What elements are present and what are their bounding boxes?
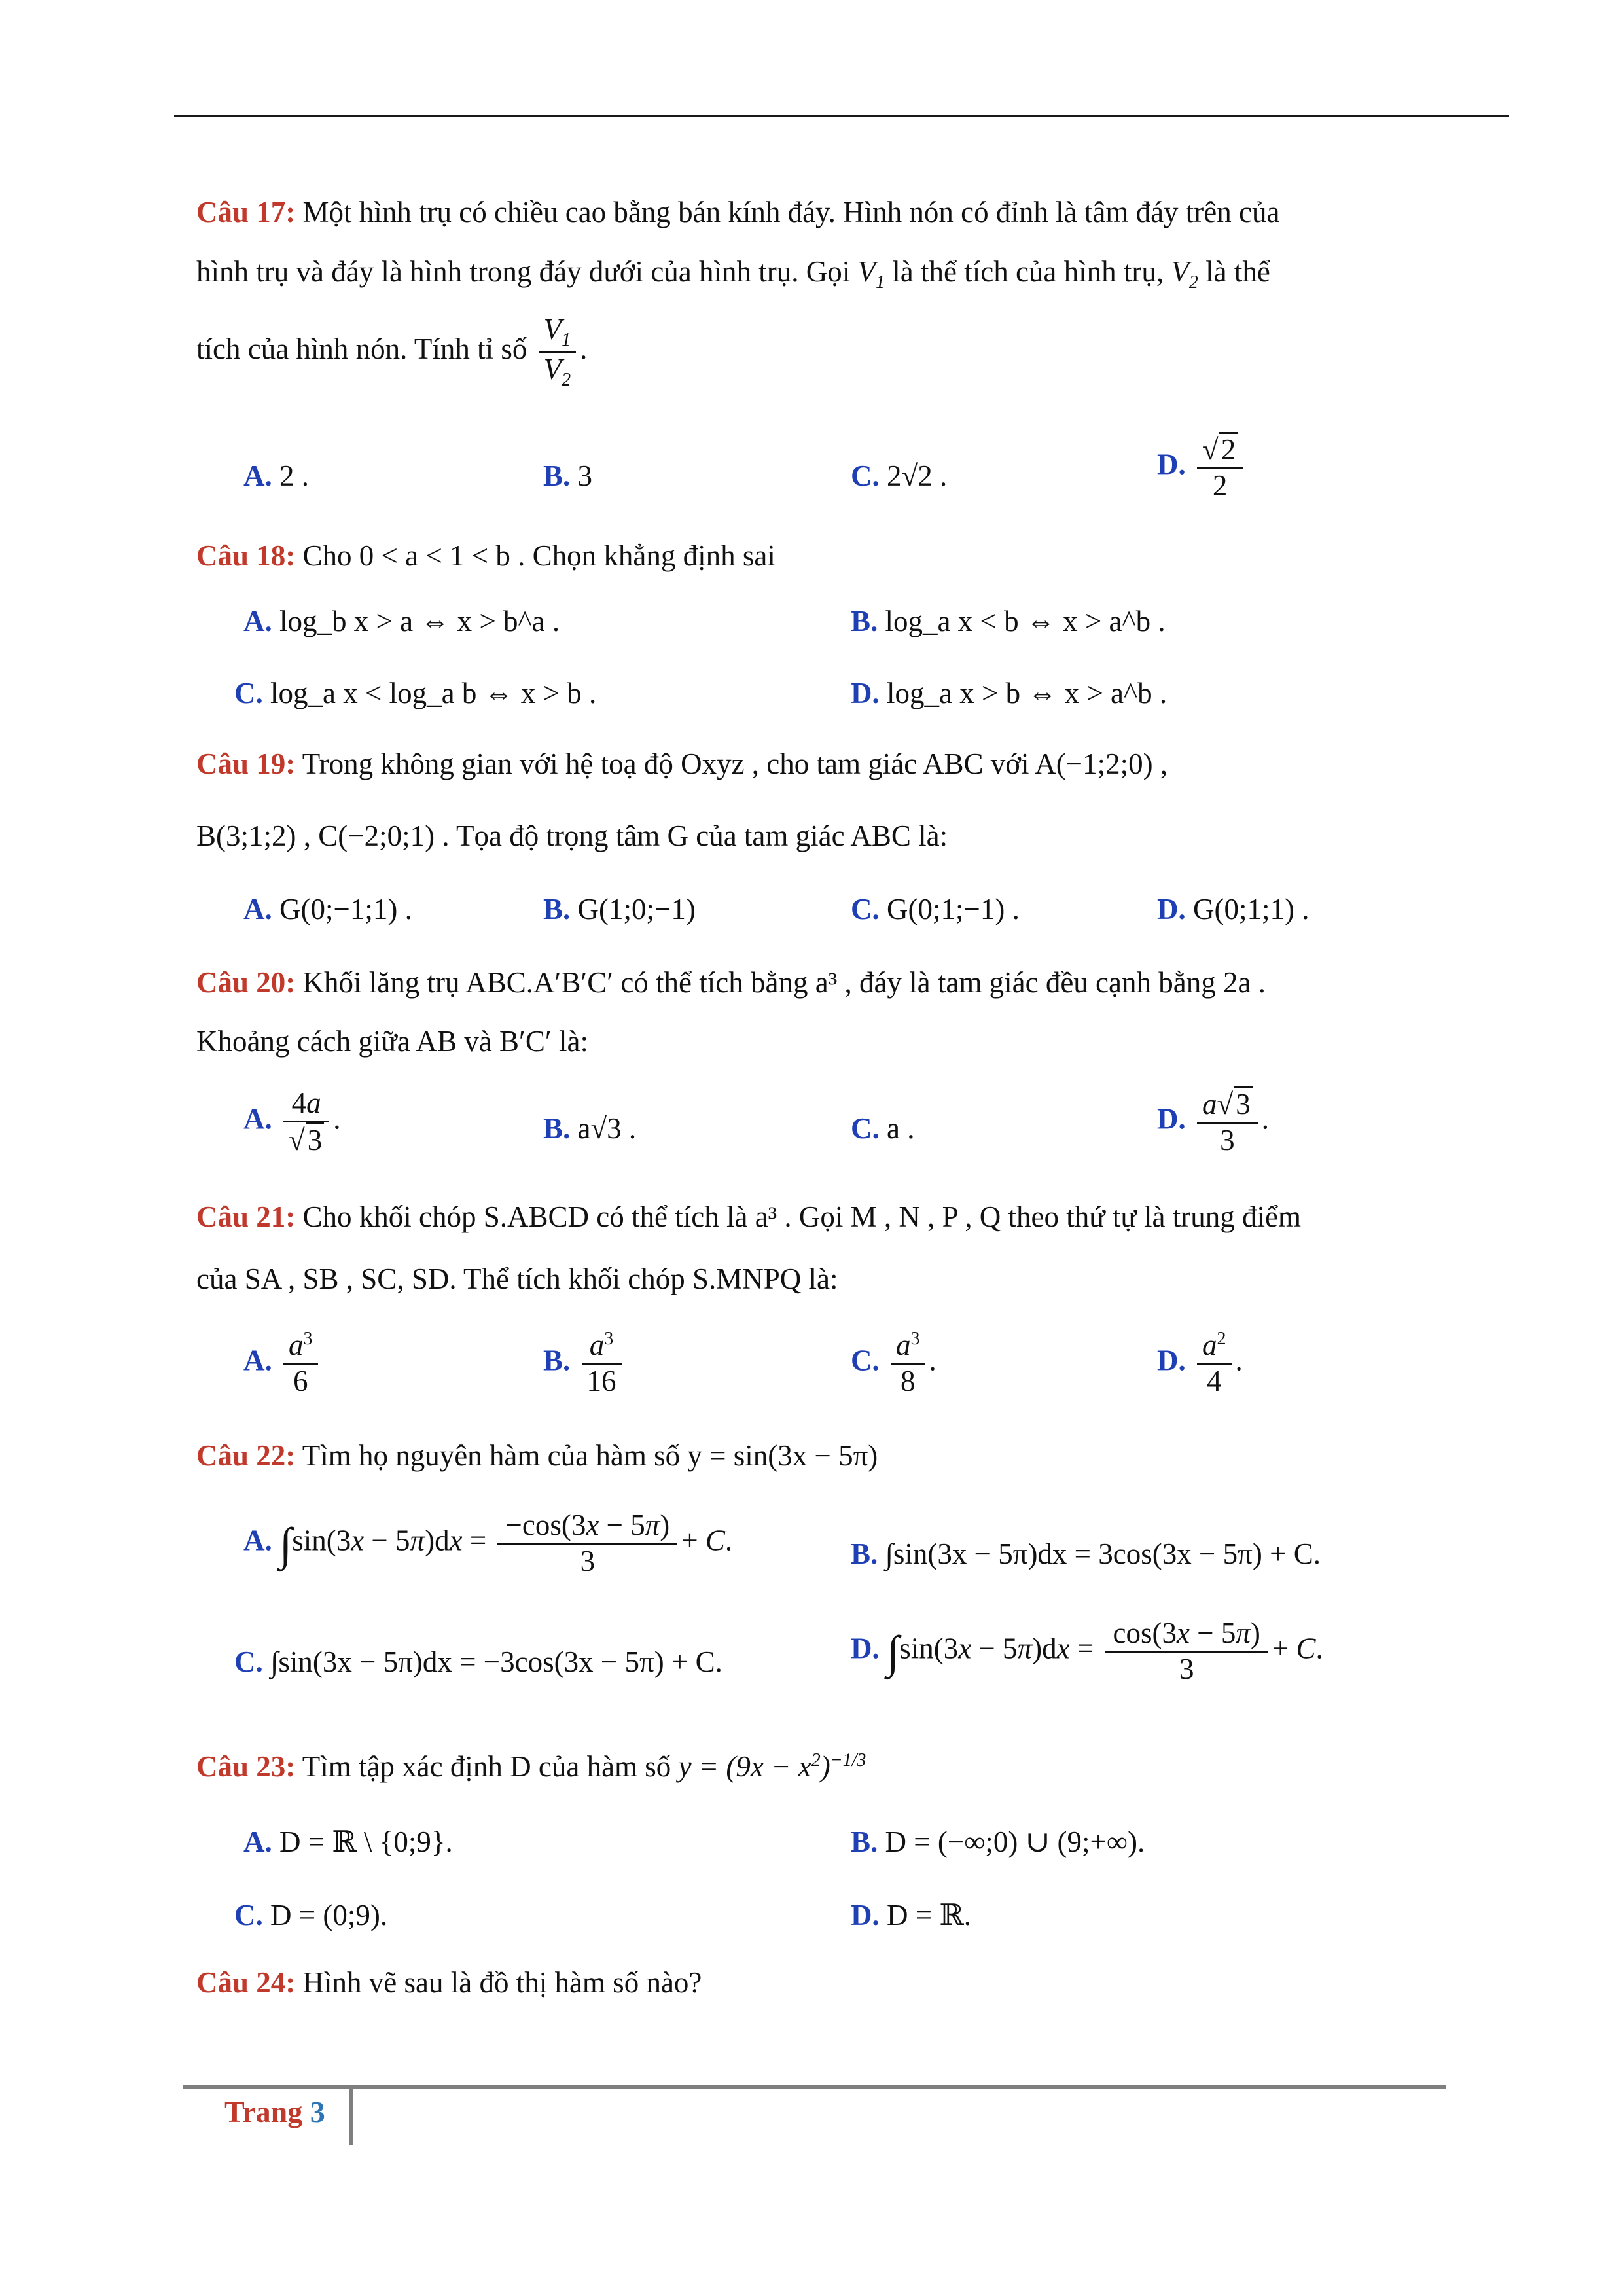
question-24-label: Câu 24: [196,1966,296,1999]
footer-rule [183,2085,1446,2089]
q21-option-b[interactable]: B. $\frac{a^3}{16}$ [543,1329,626,1399]
question-22-label: Câu 22: [196,1439,296,1472]
question-22-line [196,1437,1440,1475]
q20-option-c[interactable]: C. a . [851,1112,915,1145]
question-19-text-2: B(3;1;2) , C(−2;0;1) . Tọa độ trọng tâm G của tam giác ABC là: [196,819,948,852]
question-17-text-2a: hình trụ và đáy là hình trong đáy dưới của hình trụ. Gọi [196,255,851,288]
q19-option-a[interactable]: A. G(0;−1;1) . [243,893,412,925]
q19-option-b[interactable]: B. G(1;0;−1) [543,893,696,925]
q20-option-d[interactable]: D. $\frac{a√3}{3}$ . [1157,1088,1269,1157]
question-21-text-2: của SA , SB , SC, SD. Thể tích khối chóp S.MNPQ là: [196,1263,838,1295]
question-24-line [196,1964,1440,2002]
q19-option-c[interactable]: C. G(0;1;−1) . [851,893,1020,925]
q17-option-a[interactable]: A. 2 . [243,459,309,492]
q22-option-a[interactable]: A. ∫sin(3x − 5π)dx = $\frac{-\cos(3x - 5\pi)}{3}$ + C. [243,1509,733,1577]
q17-option-d-value: $\frac{√2}{2}$ [1197,432,1243,503]
ratio-v1-v2: $\frac{V_1}{V_2}$ [539,313,577,391]
question-21-label: Câu 21: [196,1200,296,1233]
q22-option-d[interactable]: D. ∫sin(3x − 5π)dx = $\frac{\cos(3x - 5\pi)}{3}$ + C. [851,1617,1323,1685]
question-17-line-1 [196,193,1440,232]
q23-function: $y = (9x - x^2)^{-1/3}$ [678,1750,866,1783]
q20-option-a[interactable]: A. $\frac{4a}{√3}$ . [243,1086,341,1157]
question-23-label: Câu 23: [196,1750,296,1783]
footer-divider [349,2089,353,2145]
v1-symbol: $V_1$ [857,255,885,293]
question-21-line-1 [196,1198,1440,1236]
q21-option-d[interactable]: D. $\frac{a^2}{4}$ . [1157,1329,1243,1397]
question-19-text-1: Trong không gian với hệ toạ độ Oxyz , cho tam giác ABC với A(−1;2;0) , [302,747,1168,780]
question-22-text: Tìm họ nguyên hàm của hàm số y = sin(3x − 5π) [302,1439,878,1472]
question-20-label: Câu 20: [196,966,296,999]
q17-option-b[interactable]: B. 3 [543,459,593,492]
q23-option-b[interactable]: B. D = (−∞;0) ∪ (9;+∞). [851,1825,1145,1858]
q20-option-a-value: $\frac{4a}{√3}$ [283,1086,329,1158]
q20-option-b[interactable]: B. a√3 . [543,1112,637,1145]
q17-option-c[interactable]: C. 2√2 . [851,459,948,492]
question-17-text-2c: là thể [1205,255,1270,288]
question-19-label: Câu 19: [196,747,296,780]
question-17-line-3: tích của hình nón. Tính tỉ số $\frac{V_1}{V_2}$ . [196,313,588,391]
q22-option-d-fraction: $\frac{\cos(3x - 5\pi)}{3}$ [1105,1617,1268,1687]
q21-option-c-value: $\frac{a^3}{8}$ [891,1329,925,1399]
q22-option-b[interactable]: B. ∫sin(3x − 5π)dx = 3cos(3x − 5π) + C. [851,1537,1321,1570]
question-20-line-1 [196,963,1440,1002]
q19-option-d[interactable]: D. G(0;1;1) . [1157,893,1310,925]
question-21-line-2 [196,1260,1440,1299]
q21-option-d-value: $\frac{a^2}{4}$ [1197,1329,1232,1399]
q21-option-c[interactable]: C. $\frac{a^3}{8}$ . [851,1329,936,1397]
q20-option-d-value: $\frac{a√3}{3}$ [1197,1086,1258,1158]
question-23-text: Tìm tập xác định D của hàm số [302,1750,671,1783]
q21-option-b-value: $\frac{a^3}{16}$ [582,1329,622,1399]
q22-option-c[interactable]: C. ∫sin(3x − 5π)dx = −3cos(3x − 5π) + C. [234,1645,722,1678]
question-19-line-1 [196,745,1440,783]
q18-option-d[interactable]: D. log_a x > b ⇔ x > a^b . [851,677,1168,709]
question-20-text-2: Khoảng cách giữa AB và B′C′ là: [196,1025,588,1058]
q22-option-a-fraction: $\frac{-\cos(3x - 5\pi)}{3}$ [497,1509,677,1579]
question-17-text-2b: là thể tích của hình trụ, [892,255,1164,288]
question-24-text: Hình vẽ sau là đồ thị hàm số nào? [302,1966,702,1999]
q21-option-a-value: $\frac{a^3}{6}$ [283,1329,318,1399]
q23-option-d[interactable]: D. D = ℝ. [851,1899,972,1931]
q23-option-c[interactable]: C. D = (0;9). [234,1899,388,1931]
question-21-text-1: Cho khối chóp S.ABCD có thể tích là a³ . Gọi M , N , P , Q theo thứ tự là trung điểm [302,1200,1301,1233]
page-number [224,2094,325,2129]
question-19-line-2 [196,817,1440,855]
question-17-text-3: tích của hình nón. Tính tỉ số [196,332,527,366]
q18-option-a[interactable]: A. log_b x > a ⇔ x > b^a . [243,605,560,637]
page-label-text: Trang [224,2095,303,2128]
q21-option-a[interactable]: A. $\frac{a^3}{6}$ [243,1329,322,1399]
question-17-line-2 [196,253,1440,295]
q17-option-d[interactable]: D. $\frac{√2}{2}$ [1157,432,1247,503]
q23-option-a[interactable]: A. D = ℝ \ {0;9}. [243,1825,453,1858]
v2-symbol: $V_2$ [1171,255,1198,293]
question-18-text: Cho 0 < a < 1 < b . Chọn khẳng định sai [302,539,776,572]
page-number-value: 3 [310,2095,325,2128]
q18-option-c[interactable]: C. log_a x < log_a b ⇔ x > b . [234,677,597,709]
question-18-line [196,537,1440,575]
question-18-label: Câu 18: [196,539,296,572]
question-20-text-1: Khối lăng trụ ABC.A′B′C′ có thể tích bằng a³ , đáy là tam giác đều cạnh bằng 2a . [302,966,1266,999]
q18-option-b[interactable]: B. log_a x < b ⇔ x > a^b . [851,605,1166,637]
question-23-line [196,1748,1440,1786]
question-20-line-2 [196,1022,1440,1061]
question-17-label: Câu 17: [196,196,296,228]
header-rule [174,115,1509,117]
question-17-text-1: Một hình trụ có chiều cao bằng bán kính đáy. Hình nón có đỉnh là tâm đáy trên của [302,196,1280,228]
